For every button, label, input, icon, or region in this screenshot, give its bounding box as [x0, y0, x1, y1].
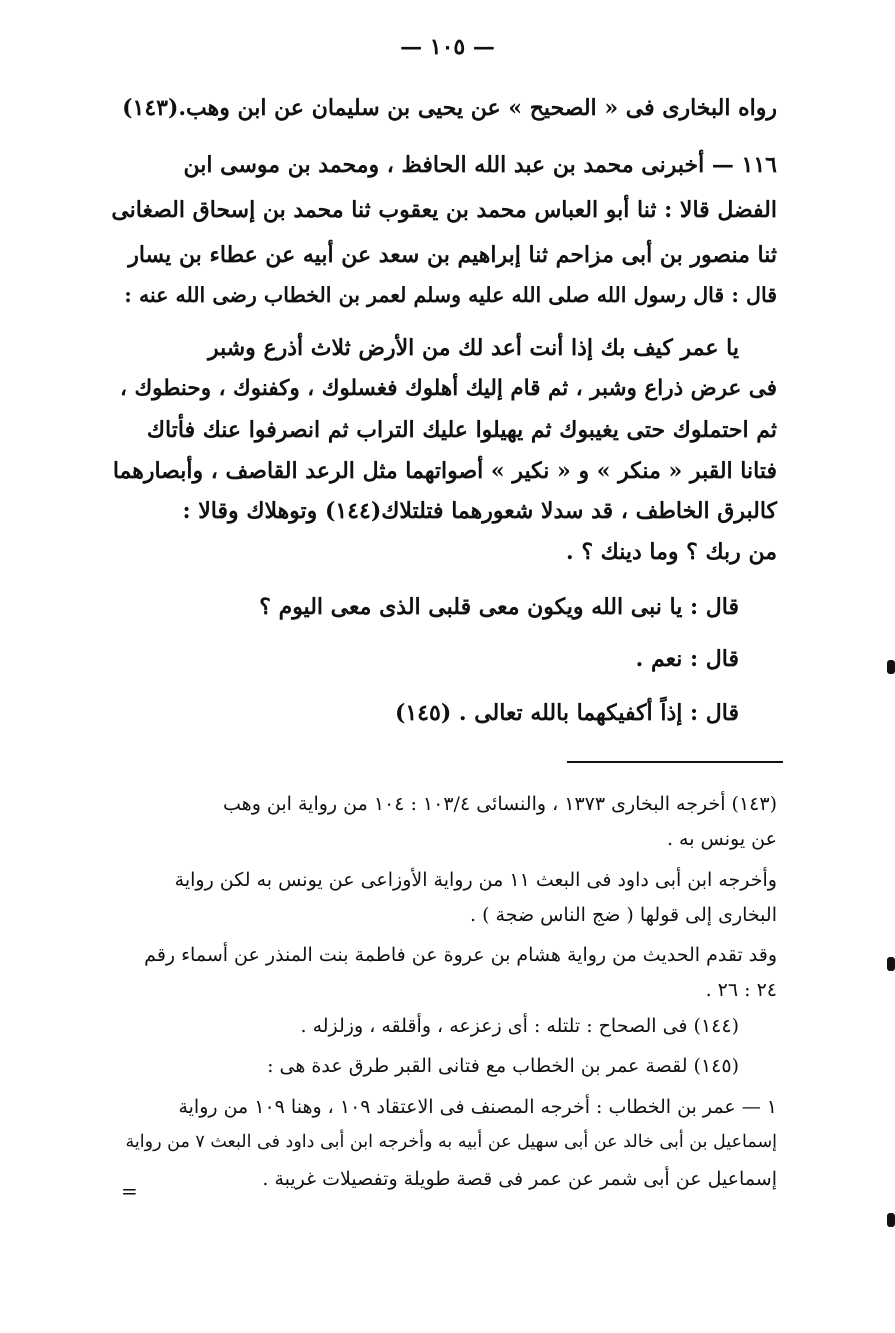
body-line: قال : يا نبى الله ويكون معى قلبى الذى معى اليوم ؟: [259, 594, 739, 620]
footnote-line: (١٤٥) لقصة عمر بن الخطاب مع فتانى القبر طرق عدة هى :: [267, 1055, 739, 1077]
page-number: — ١٠٥ —: [400, 34, 495, 60]
footnote-line: عن يونس به .: [666, 828, 777, 850]
footnote-separator: [567, 761, 783, 763]
body-line: ثنا منصور بن أبى مزاحم ثنا إبراهيم بن سعد عن أبيه عن عطاء بن يسار: [128, 242, 777, 268]
body-line: ثم احتملوك حتى يغيبوك ثم يهيلوا عليك التراب ثم انصرفوا عنك فأتاك: [146, 417, 777, 443]
footnote-line: وقد تقدم الحديث من رواية هشام بن عروة عن فاطمة بنت المنذر عن أسماء رقم: [144, 944, 777, 966]
footnote-line: (١٤٣) أخرجه البخارى ١٣٧٣ ، والنسائى ١٠٣/٤ : ١٠٤ من رواية ابن وهب: [223, 793, 777, 815]
scan-edge-mark: [887, 1213, 895, 1227]
scan-edge-mark: [887, 660, 895, 674]
body-line: فتانا القبر « منكر » و « نكير » أصواتهما مثل الرعد القاصف ، وأبصارهما: [112, 458, 777, 484]
body-line: ١١٦ — أخبرنى محمد بن عبد الله الحافظ ، ومحمد بن موسى ابن: [183, 152, 777, 178]
footnote-line: (١٤٤) فى الصحاح : تلتله : أى زعزعه ، وأقلقه ، وزلزله .: [300, 1015, 739, 1037]
footnote-line: إسماعيل عن أبى شمر عن عمر فى قصة طويلة وتفصيلات غريبة .: [262, 1168, 777, 1190]
body-line: الفضل قالا : ثنا أبو العباس محمد بن يعقوب ثنا محمد بن إسحاق الصغانى: [111, 197, 777, 223]
footnote-line: ٢٤ : ٢٦ .: [705, 979, 777, 1001]
footnote-line: البخارى إلى قولها ( ضج الناس ضجة ) .: [470, 904, 777, 926]
footnote-line: إسماعيل بن أبى خالد عن أبى سهيل عن أبيه به وأخرجه ابن أبى داود فى البعث ٧ من رواية: [125, 1132, 777, 1152]
body-line: فى عرض ذراع وشبر ، ثم قام إليك أهلوك فغسلوك ، وكفنوك ، وحنطوك ،: [120, 376, 777, 401]
body-line: قال : إذاً أكفيكهما بالله تعالى . (١٤٥): [394, 700, 739, 726]
continuation-mark: =: [121, 1179, 138, 1203]
body-line: قال : قال رسول الله صلى الله عليه وسلم لعمر بن الخطاب رضى الله عنه :: [124, 283, 777, 307]
body-line: قال : نعم .: [635, 646, 739, 672]
footnote-line: وأخرجه ابن أبى داود فى البعث ١١ من رواية الأوزاعى عن يونس به لكن رواية: [174, 869, 777, 891]
body-line: من ربك ؟ وما دينك ؟ .: [566, 539, 777, 565]
body-line: يا عمر كيف بك إذا أنت أعد لك من الأرض ثلاث أذرع وشبر: [207, 335, 739, 361]
scan-edge-mark: [887, 957, 895, 971]
body-line: كالبرق الخاطف ، قد سدلا شعورهما فتلتلاك(١٤٤) وتوهلاك وقالا :: [182, 498, 777, 524]
body-line: رواه البخارى فى « الصحيح » عن يحيى بن سليمان عن ابن وهب.(١٤٣): [122, 95, 777, 121]
footnote-line: ١ — عمر بن الخطاب : أخرجه المصنف فى الاعتقاد ١٠٩ ، وهنا ١٠٩ من رواية: [178, 1096, 777, 1118]
